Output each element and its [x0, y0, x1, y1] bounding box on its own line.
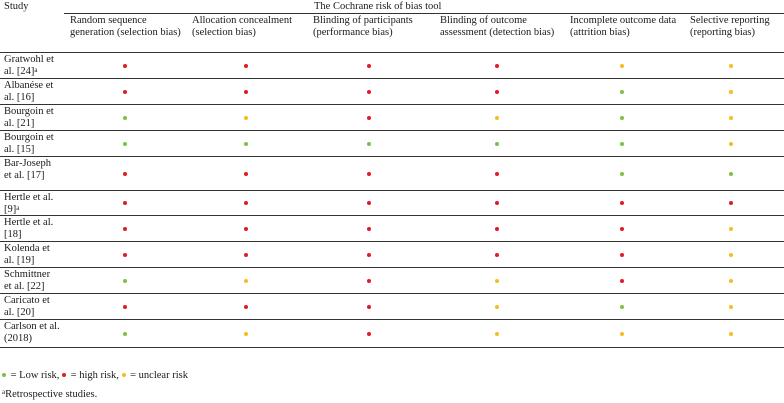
risk-dot-unclear [729, 332, 733, 336]
risk-dot-high [620, 227, 624, 231]
risk-dot-unclear [729, 142, 733, 146]
risk-dot-low [123, 142, 127, 146]
risk-dot-unclear [495, 279, 499, 283]
tool-group-header: The Cochrane risk of bias tool [314, 1, 442, 12]
study-name [4, 191, 60, 215]
risk-dot-high [620, 279, 624, 283]
risk-dot-high [495, 253, 499, 257]
risk-dot-unclear [729, 253, 733, 257]
risk-dot-high [495, 227, 499, 231]
column-header-blinding-participants: Blinding of participants (performance bias) [313, 15, 413, 38]
risk-dot-low [123, 332, 127, 336]
risk-dot-high [495, 172, 499, 176]
study-name [4, 157, 60, 190]
legend-low-dot [2, 373, 6, 377]
risk-dot-high [620, 253, 624, 257]
footnote-text: Retrospective studies. [5, 389, 98, 400]
risk-dot-high [367, 332, 371, 336]
risk-dot-low [244, 142, 248, 146]
risk-dot-high [495, 90, 499, 94]
risk-dot-unclear [729, 227, 733, 231]
risk-dot-high [367, 90, 371, 94]
table-row [0, 268, 784, 294]
footnote [2, 389, 97, 400]
study-label: Schmittner et al. [22] [4, 269, 51, 292]
study-name [4, 131, 60, 156]
risk-dot-unclear [729, 305, 733, 309]
table-row [0, 216, 784, 242]
risk-dot-high [367, 64, 371, 68]
table-row [0, 105, 784, 131]
risk-dot-low [123, 116, 127, 120]
risk-dot-high [367, 116, 371, 120]
risk-dot-unclear [244, 279, 248, 283]
risk-dot-high [244, 172, 248, 176]
study-name [4, 320, 60, 347]
risk-dot-unclear [244, 116, 248, 120]
risk-dot-high [123, 201, 127, 205]
study-label: Caricato et al. [20] [4, 295, 50, 318]
risk-dot-unclear [729, 90, 733, 94]
header-divider [64, 13, 784, 14]
legend-high-label: = high risk, [70, 370, 119, 381]
risk-dot-high [620, 201, 624, 205]
risk-dot-low [620, 90, 624, 94]
risk-dot-high [367, 279, 371, 283]
risk-dot-unclear [495, 116, 499, 120]
risk-dot-high [244, 201, 248, 205]
risk-dot-high [367, 227, 371, 231]
study-label: Albanése et al. [16] [4, 80, 54, 103]
study-column-header: Study [4, 1, 29, 12]
table-row [0, 294, 784, 320]
study-label: Bourgoin et al. [21] [4, 106, 54, 129]
risk-dot-low [620, 172, 624, 176]
risk-dot-high [367, 201, 371, 205]
study-name [4, 53, 60, 78]
risk-dot-unclear [729, 279, 733, 283]
study-name [4, 216, 60, 241]
risk-dot-high [729, 201, 733, 205]
risk-dot-unclear [495, 332, 499, 336]
study-label: Hertle et al. [18] [4, 217, 54, 240]
risk-dot-low [123, 279, 127, 283]
risk-dot-high [244, 253, 248, 257]
column-header-allocation: Allocation concealment (selection bias) [192, 15, 293, 38]
legend-unclear-label: = unclear risk [130, 370, 188, 381]
study-footnote-marker: a [34, 65, 38, 74]
risk-dot-low [495, 142, 499, 146]
table-row [0, 242, 784, 268]
table-row [0, 79, 784, 105]
table-row [0, 131, 784, 157]
study-name [4, 242, 60, 267]
table-body [0, 53, 784, 348]
table-row [0, 157, 784, 191]
legend [2, 370, 188, 381]
risk-dot-high [367, 172, 371, 176]
risk-dot-high [123, 90, 127, 94]
legend-high-dot [62, 373, 66, 377]
legend-unclear-dot [122, 373, 126, 377]
legend-low-label: = Low risk, [10, 370, 60, 381]
risk-dot-high [367, 253, 371, 257]
risk-dot-low [620, 305, 624, 309]
table-row [0, 320, 784, 348]
risk-dot-low [367, 142, 371, 146]
risk-dot-unclear [495, 305, 499, 309]
risk-dot-low [729, 172, 733, 176]
risk-dot-unclear [729, 116, 733, 120]
risk-dot-unclear [620, 64, 624, 68]
risk-dot-high [244, 64, 248, 68]
study-label: Hertle et al. [9] [4, 192, 54, 215]
column-header-blinding-outcome: Blinding of outcome assessment (detection bias) [440, 15, 555, 38]
risk-dot-high [244, 227, 248, 231]
column-header-selective-reporting: Selective reporting (reporting bias) [690, 15, 770, 38]
risk-dot-high [123, 253, 127, 257]
risk-dot-high [123, 64, 127, 68]
risk-dot-low [620, 142, 624, 146]
table-row [0, 191, 784, 216]
risk-dot-unclear [620, 332, 624, 336]
table-header [0, 0, 784, 53]
study-name [4, 105, 60, 130]
risk-dot-high [495, 64, 499, 68]
risk-dot-high [123, 172, 127, 176]
study-label: Carlson et al. (2018) [4, 321, 60, 344]
footnote-marker: a [2, 388, 6, 396]
risk-dot-high [244, 305, 248, 309]
study-name [4, 268, 60, 293]
study-label: Kolenda et al. [19] [4, 243, 50, 266]
risk-dot-high [123, 227, 127, 231]
study-label: Bar-Joseph et al. [17] [4, 158, 52, 181]
column-header-random-sequence: Random sequence generation (selection bias) [70, 15, 181, 38]
risk-dot-high [495, 201, 499, 205]
risk-dot-high [244, 90, 248, 94]
risk-dot-unclear [729, 64, 733, 68]
study-label: Bourgoin et al. [15] [4, 132, 54, 155]
risk-dot-unclear [244, 332, 248, 336]
risk-dot-high [123, 305, 127, 309]
table-row [0, 53, 784, 79]
risk-dot-high [367, 305, 371, 309]
study-footnote-marker: a [16, 203, 20, 212]
column-header-incomplete-outcome: Incomplete outcome data (attrition bias) [570, 15, 677, 38]
study-name [4, 79, 60, 104]
study-name [4, 294, 60, 319]
risk-dot-low [620, 116, 624, 120]
study-label: Gratwohl et al. [24] [4, 54, 54, 77]
